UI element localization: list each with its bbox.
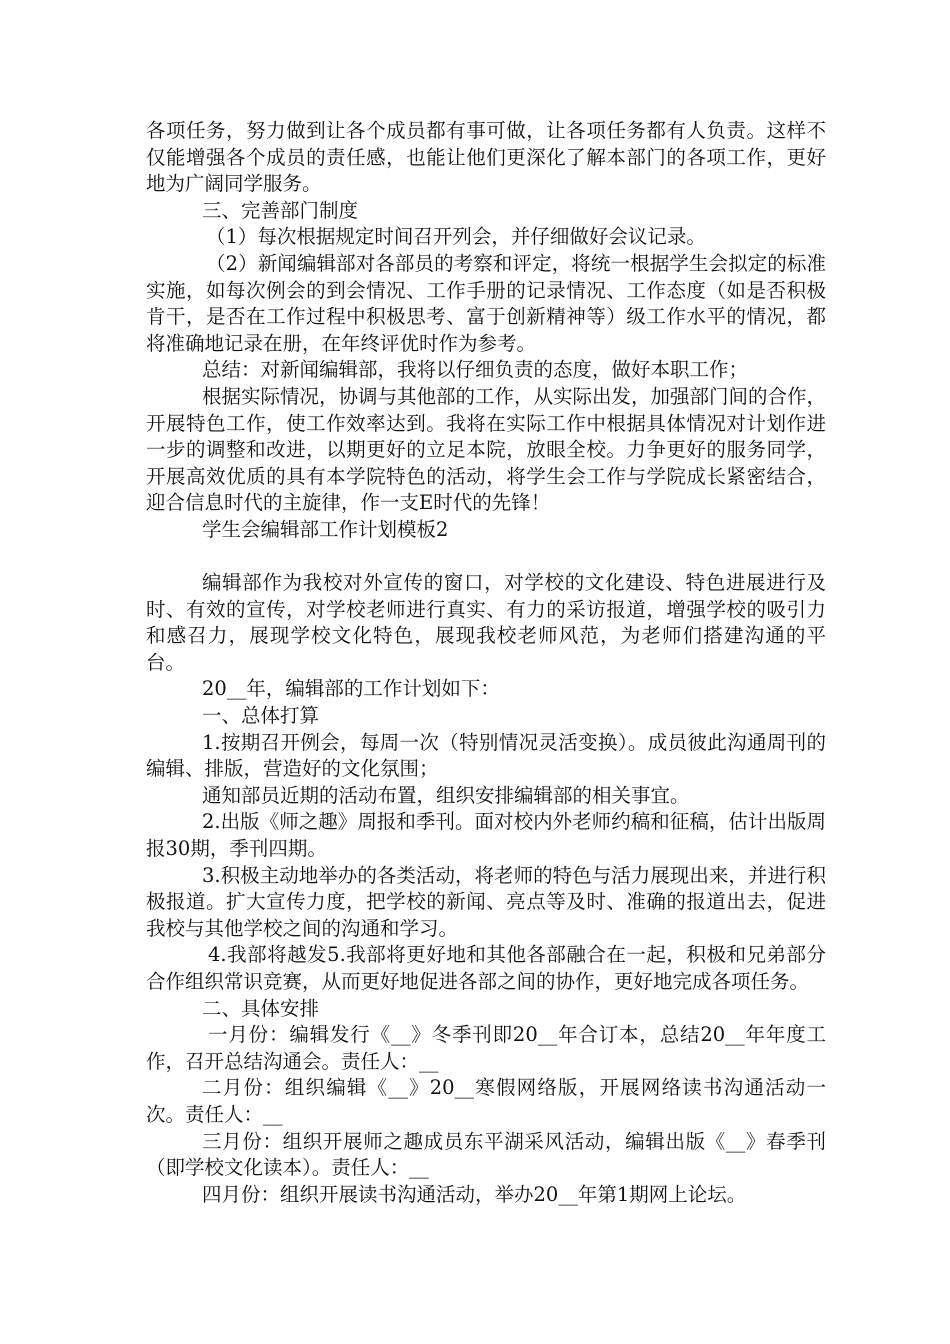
list-item-1: 1.按期召开例会，每周一次（特别情况灵活变换）。成员彼此沟通周刊的编辑、排版，营造好的文化氛围； — [146, 730, 826, 781]
paragraph-summary: 总结：对新闻编辑部，我将以仔细负责的态度，做好本职工作； — [202, 358, 749, 382]
document-body — [146, 118, 826, 1208]
schedule-january: 一月份：编辑发行《__》冬季刊即20__年合订本，总结20__年年度工作，召开总结沟通会。责任人：__ — [146, 1023, 826, 1073]
list-item-4: 4.我部将越发5.我部将更好地和其他各部融合在一起，积极和兄弟部分合作组织常识竞赛，从而更好地促进各部之间的协作，更好地完成各项任务。 — [146, 943, 826, 993]
paragraph-summary-continued: 根据实际情况，协调与其他部的工作，从实际出发，加强部门间的合作，开展特色工作，使工作效率达到。我将在实际工作中根据具体情况对计划作进一步的调整和改进，以期更好的立足本院，放眼全校。力争更好的服务同学，开展高效优质的具有本学院特色的活动，将学生会工作与学院成长紧密结合，迎合信息时代的主旋律，作一支E时代的先锋！ — [146, 384, 827, 515]
list-item-2: 2.出版《师之趣》周报和季刊。面对校内外老师约稿和征稿，估计出版周报30期，季刊四期。 — [146, 810, 826, 861]
paragraph-notice: 通知部员近期的活动布置，组织安排编辑部的相关事宜。 — [202, 783, 690, 807]
schedule-february: 二月份：组织编辑《__》20__寒假网络版，开展网络读书沟通活动一次。责任人：__ — [146, 1076, 826, 1126]
section-heading-overall-plan: 一、总体打算 — [202, 704, 320, 728]
section-heading-specific-arrangements: 二、具体安排 — [202, 996, 320, 1020]
paragraph-continuation: 各项任务，努力做到让各个成员都有事可做，让各项任务都有人负责。这样不仅能增强各个成员的责任感，也能让他们更深化了解本部门的各项工作，更好地为广阔同学服务。 — [146, 119, 826, 196]
schedule-april: 四月份：组织开展读书沟通活动，举办20__年第1期网上论坛。 — [202, 1182, 747, 1206]
section-heading-perfect-system: 三、完善部门制度 — [202, 198, 359, 222]
list-item-3: 3.积极主动地举办的各类活动，将老师的特色与活力展现出来，并进行积极报道。扩大宣传力度，把学校的新闻、亮点等及时、准确的报道出去，促进我校与其他学校之间的沟通和学习。 — [146, 863, 826, 940]
document-subtitle: 学生会编辑部工作计划模板2 — [202, 517, 449, 541]
schedule-march: 三月份：组织开展师之趣成员东平湖采风活动，编辑出版《__》春季刊（即学校文化读本）。责任人：__ — [146, 1129, 826, 1180]
paragraph-intro: 编辑部作为我校对外宣传的窗口，对学校的文化建设、特色进展进行及时、有效的宣传，对学校老师进行真实、有力的采访报道，增强学校的吸引力和感召力，展现学校文化特色，展现我校老师风范，为老师们搭建沟通的平台。 — [146, 571, 826, 674]
list-item-meeting-rule: （1）每次根据规定时间召开列会，并仔细做好会议记录。 — [206, 225, 706, 249]
list-item-evaluation-rule: （2）新闻编辑部对各部员的考察和评定，将统一根据学生会拟定的标准实施，如每次例会的到会情况、工作手册的记录情况、工作态度（如是否积极肯干，是否在工作过程中积极思考、富于创新精神等）级工作水平的情况，都将准确地记录在册，在年终评优时作为参考。 — [146, 251, 826, 355]
blank-line — [146, 544, 826, 571]
paragraph-plan-lead: 20__年，编辑部的工作计划如下： — [202, 677, 500, 701]
